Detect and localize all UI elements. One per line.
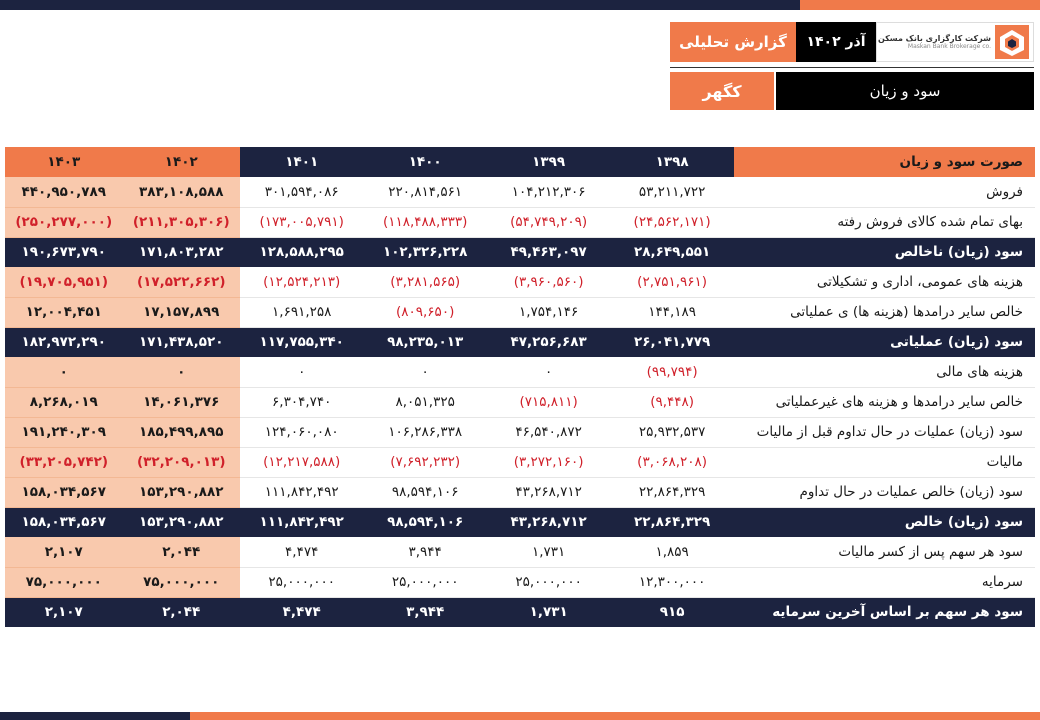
value-cell: ۱۲,۰۰۴,۴۵۱ <box>5 297 123 327</box>
row-label: سود (زیان) عملیات در حال تداوم قبل از مالیات <box>734 417 1035 447</box>
broker-logo <box>876 22 1034 62</box>
value-cell: ۱۰۶,۲۸۶,۳۳۸ <box>363 417 486 447</box>
value-cell: ۱۲۴,۰۶۰,۰۸۰ <box>240 417 363 447</box>
year-header: ۱۴۰۲ <box>123 147 240 177</box>
bottom-accent-bar <box>0 712 1040 720</box>
table-total-row <box>5 507 1035 537</box>
value-cell: (۱۷۳,۰۰۵,۷۹۱) <box>240 207 363 237</box>
table-title: صورت سود و زیان <box>734 147 1035 177</box>
row-label: هزینه های عمومی، اداری و تشکیلاتی <box>734 267 1035 297</box>
table-row <box>5 417 1035 447</box>
value-cell: ۲,۰۴۴ <box>123 537 240 567</box>
table-row <box>5 477 1035 507</box>
section-title: سود و زیان <box>776 72 1034 110</box>
row-label: فروش <box>734 177 1035 207</box>
value-cell: ۱,۸۵۹ <box>610 537 733 567</box>
value-cell: ۲۲۰,۸۱۴,۵۶۱ <box>363 177 486 207</box>
table-total-row <box>5 237 1035 267</box>
broker-name: شرکت کارگزاری بانک مسکن <box>877 34 991 43</box>
table-row <box>5 267 1035 297</box>
year-header: ۱۳۹۹ <box>487 147 610 177</box>
value-cell: ۱۲,۳۰۰,۰۰۰ <box>610 567 733 597</box>
value-cell: ۲۵,۹۳۲,۵۳۷ <box>610 417 733 447</box>
value-cell: (۳,۰۶۸,۲۰۸) <box>610 447 733 477</box>
value-cell: ۲۸,۶۴۹,۵۵۱ <box>610 237 733 267</box>
row-label: سود هر سهم پس از کسر مالیات <box>734 537 1035 567</box>
value-cell: (۱۲,۵۲۴,۲۱۳) <box>240 267 363 297</box>
row-label: سود (زیان) عملیاتی <box>734 327 1035 357</box>
value-cell: (۱۷,۵۲۲,۶۶۲) <box>123 267 240 297</box>
value-cell: ۱۱۱,۸۴۲,۴۹۲ <box>240 477 363 507</box>
value-cell: ۵۳,۲۱۱,۷۲۲ <box>610 177 733 207</box>
value-cell: ۱۵۳,۲۹۰,۸۸۲ <box>123 507 240 537</box>
value-cell: ۹۸,۵۹۴,۱۰۶ <box>363 507 486 537</box>
value-cell: (۱۹,۷۰۵,۹۵۱) <box>5 267 123 297</box>
value-cell: ۳,۹۴۴ <box>363 597 486 627</box>
value-cell: ۲۶,۰۴۱,۷۷۹ <box>610 327 733 357</box>
value-cell: ۱۰۴,۲۱۲,۳۰۶ <box>487 177 610 207</box>
value-cell: ۲۵,۰۰۰,۰۰۰ <box>363 567 486 597</box>
row-label: خالص سایر درامدها و هزینه های غیرعملیاتی <box>734 387 1035 417</box>
value-cell: (۳۳,۲۰۵,۷۴۲) <box>5 447 123 477</box>
table-row <box>5 297 1035 327</box>
value-cell: ۹۸,۲۳۵,۰۱۳ <box>363 327 486 357</box>
value-cell: ۴,۴۷۴ <box>240 537 363 567</box>
report-type-badge: گزارش تحلیلی <box>670 22 796 62</box>
value-cell: ۸,۰۵۱,۳۲۵ <box>363 387 486 417</box>
value-cell: ۲۵,۰۰۰,۰۰۰ <box>487 567 610 597</box>
value-cell: ۸,۲۶۸,۰۱۹ <box>5 387 123 417</box>
value-cell: ۱۵۸,۰۳۴,۵۶۷ <box>5 507 123 537</box>
row-label: هزینه های مالی <box>734 357 1035 387</box>
value-cell: ۱۲۸,۵۸۸,۲۹۵ <box>240 237 363 267</box>
value-cell: ۱۵۳,۲۹۰,۸۸۲ <box>123 477 240 507</box>
year-header: ۱۴۰۱ <box>240 147 363 177</box>
value-cell: ۲۲,۸۶۴,۳۲۹ <box>610 507 733 537</box>
value-cell: ۲,۱۰۷ <box>5 597 123 627</box>
value-cell: ۹۱۵ <box>610 597 733 627</box>
value-cell: ۱۹۱,۲۴۰,۳۰۹ <box>5 417 123 447</box>
value-cell: (۲۴,۵۶۲,۱۷۱) <box>610 207 733 237</box>
row-label: بهای تمام شده کالای فروش رفته <box>734 207 1035 237</box>
value-cell: (۳,۹۶۰,۵۶۰) <box>487 267 610 297</box>
value-cell: ۱۱۷,۷۵۵,۳۴۰ <box>240 327 363 357</box>
row-label: خالص سایر درامدها (هزینه ها) ی عملیاتی <box>734 297 1035 327</box>
value-cell: ۰ <box>240 357 363 387</box>
value-cell: ۲,۰۴۴ <box>123 597 240 627</box>
value-cell: ۰ <box>487 357 610 387</box>
value-cell: ۹۸,۵۹۴,۱۰۶ <box>363 477 486 507</box>
table-row <box>5 537 1035 567</box>
value-cell: ۴۶,۵۴۰,۸۷۲ <box>487 417 610 447</box>
row-label: مالیات <box>734 447 1035 477</box>
year-header: ۱۳۹۸ <box>610 147 733 177</box>
value-cell: (۲۵۰,۲۷۷,۰۰۰) <box>5 207 123 237</box>
value-cell: ۰ <box>363 357 486 387</box>
table-row <box>5 387 1035 417</box>
value-cell: ۱۴,۰۶۱,۳۷۶ <box>123 387 240 417</box>
header-divider <box>670 67 1034 68</box>
company-ticker: کگهر <box>670 72 774 110</box>
value-cell: (۳,۲۸۱,۵۶۵) <box>363 267 486 297</box>
value-cell: (۷,۶۹۲,۲۳۲) <box>363 447 486 477</box>
value-cell: ۳۰۱,۵۹۴,۰۸۶ <box>240 177 363 207</box>
value-cell: (۳,۲۷۲,۱۶۰) <box>487 447 610 477</box>
value-cell: ۰ <box>123 357 240 387</box>
row-label: سرمایه <box>734 567 1035 597</box>
value-cell: (۲۱۱,۳۰۵,۳۰۶) <box>123 207 240 237</box>
value-cell: ۴۳,۲۶۸,۷۱۲ <box>487 507 610 537</box>
value-cell: ۱۹۰,۶۷۳,۷۹۰ <box>5 237 123 267</box>
table-row <box>5 567 1035 597</box>
row-label: سود (زیان) خالص عملیات در حال تداوم <box>734 477 1035 507</box>
value-cell: ۱۴۴,۱۸۹ <box>610 297 733 327</box>
report-date: آذر ۱۴۰۲ <box>796 22 876 62</box>
value-cell: ۱,۷۵۴,۱۴۶ <box>487 297 610 327</box>
value-cell: (۹۹,۷۹۴) <box>610 357 733 387</box>
value-cell: (۸۰۹,۶۵۰) <box>363 297 486 327</box>
value-cell: (۱۲,۲۱۷,۵۸۸) <box>240 447 363 477</box>
income-statement-table <box>5 147 1035 627</box>
value-cell: ۱,۷۳۱ <box>487 537 610 567</box>
value-cell: ۰ <box>5 357 123 387</box>
maskan-brokerage-logo-icon <box>995 25 1029 59</box>
value-cell: ۱۱۱,۸۴۲,۴۹۲ <box>240 507 363 537</box>
income-statement-body <box>5 147 1035 627</box>
value-cell: ۲,۱۰۷ <box>5 537 123 567</box>
value-cell: ۷۵,۰۰۰,۰۰۰ <box>123 567 240 597</box>
value-cell: ۳۸۳,۱۰۸,۵۸۸ <box>123 177 240 207</box>
value-cell: (۹,۴۴۸) <box>610 387 733 417</box>
value-cell: (۵۴,۷۴۹,۲۰۹) <box>487 207 610 237</box>
value-cell: (۲,۷۵۱,۹۶۱) <box>610 267 733 297</box>
table-total-row <box>5 327 1035 357</box>
table-row <box>5 207 1035 237</box>
value-cell: ۱۵۸,۰۳۴,۵۶۷ <box>5 477 123 507</box>
value-cell: (۳۲,۲۰۹,۰۱۳) <box>123 447 240 477</box>
row-label: سود (زیان) خالص <box>734 507 1035 537</box>
value-cell: ۱,۷۳۱ <box>487 597 610 627</box>
table-header-row <box>5 147 1035 177</box>
value-cell: ۲۲,۸۶۴,۳۲۹ <box>610 477 733 507</box>
table-row <box>5 447 1035 477</box>
broker-name-en: Maskan Bank Brokerage co. <box>907 43 991 50</box>
top-accent-bar <box>0 0 1040 10</box>
value-cell: ۶,۳۰۴,۷۴۰ <box>240 387 363 417</box>
table-row <box>5 357 1035 387</box>
value-cell: ۱۸۵,۴۹۹,۸۹۵ <box>123 417 240 447</box>
value-cell: ۴۳,۲۶۸,۷۱۲ <box>487 477 610 507</box>
value-cell: ۴۹,۴۶۳,۰۹۷ <box>487 237 610 267</box>
value-cell: ۲۵,۰۰۰,۰۰۰ <box>240 567 363 597</box>
value-cell: ۴,۴۷۴ <box>240 597 363 627</box>
value-cell: ۷۵,۰۰۰,۰۰۰ <box>5 567 123 597</box>
row-label: سود هر سهم بر اساس آخرین سرمایه <box>734 597 1035 627</box>
year-header: ۱۴۰۳ <box>5 147 123 177</box>
value-cell: (۷۱۵,۸۱۱) <box>487 387 610 417</box>
table-total-row <box>5 597 1035 627</box>
value-cell: ۱۷۱,۸۰۳,۲۸۲ <box>123 237 240 267</box>
value-cell: ۴۴۰,۹۵۰,۷۸۹ <box>5 177 123 207</box>
value-cell: ۴۷,۲۵۶,۶۸۳ <box>487 327 610 357</box>
row-label: سود (زیان) ناخالص <box>734 237 1035 267</box>
value-cell: ۱۷,۱۵۷,۸۹۹ <box>123 297 240 327</box>
value-cell: ۱۰۲,۳۲۶,۲۲۸ <box>363 237 486 267</box>
value-cell: ۱,۶۹۱,۲۵۸ <box>240 297 363 327</box>
table-row <box>5 177 1035 207</box>
value-cell: ۳,۹۴۴ <box>363 537 486 567</box>
year-header: ۱۴۰۰ <box>363 147 486 177</box>
value-cell: ۱۷۱,۴۳۸,۵۲۰ <box>123 327 240 357</box>
value-cell: ۱۸۲,۹۷۲,۲۹۰ <box>5 327 123 357</box>
value-cell: (۱۱۸,۴۸۸,۳۳۳) <box>363 207 486 237</box>
